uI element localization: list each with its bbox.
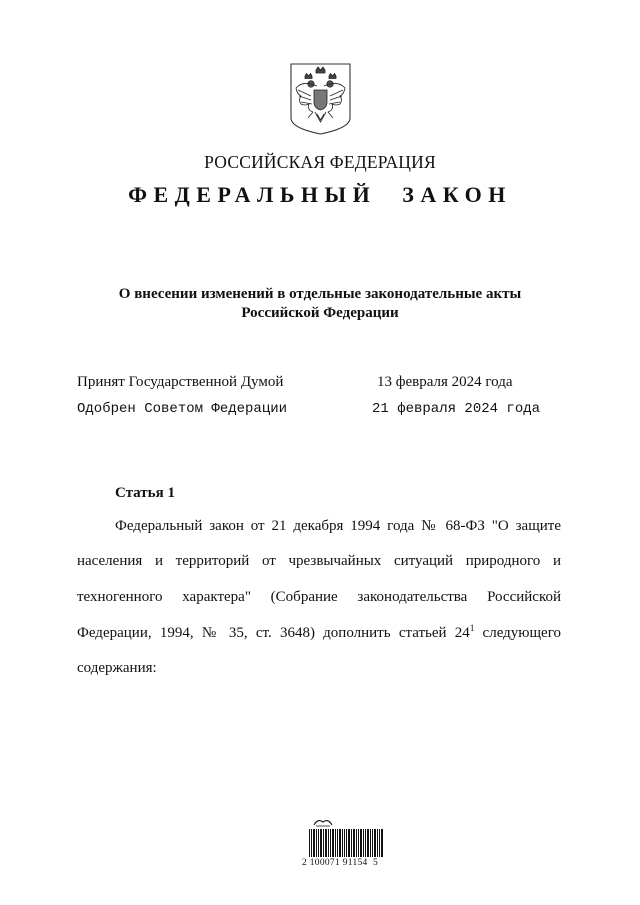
law-type-word-1: ФЕДЕРАЛЬНЫЙ (128, 182, 377, 207)
duma-label: Принят Государственной Думой (77, 374, 284, 390)
council-label: Одобрен Советом Федерации (77, 401, 288, 417)
law-type-word-2: ЗАКОН (402, 182, 512, 207)
article-text-line-4 (77, 625, 561, 642)
article-title: Статья 1 (115, 485, 175, 501)
adoption-duma-row (77, 374, 577, 391)
subject-line-2: Российской Федерации (241, 305, 399, 321)
barcode-logo-icon (312, 816, 334, 828)
article-text-line-2: населения и территорий от чрезвычайных ситуаций природного и (77, 553, 561, 569)
document-type-title (0, 182, 640, 208)
country-name: РОССИЙСКАЯ ФЕДЕРАЦИЯ (204, 152, 436, 172)
article-text-line-5: содержания: (77, 660, 157, 676)
article-text-line-1: Федеральный закон от 21 декабря 1994 года № 68-ФЗ "О защите (115, 518, 561, 534)
council-date: 21 февраля 2024 года (372, 401, 541, 417)
article-number-superscript: 1 (469, 623, 475, 633)
article-line-4-start: Федерации, 1994, № 35, ст. 3648) дополнить статьей 24 (77, 625, 470, 641)
barcode-number: 2 100071 91154 5 (302, 858, 378, 868)
article-text-line-3: техногенного характера" (Собрание законодательства Российской (77, 589, 561, 605)
law-subject-title (60, 285, 580, 323)
adoption-council-row (77, 401, 577, 417)
subject-line-1: О внесении изменений в отдельные законодательные акты (118, 286, 522, 302)
duma-date: 13 февраля 2024 года (377, 374, 513, 390)
coat-of-arms-emblem (289, 62, 352, 136)
article-line-4-end: следующего (474, 625, 561, 641)
barcode (309, 829, 383, 857)
